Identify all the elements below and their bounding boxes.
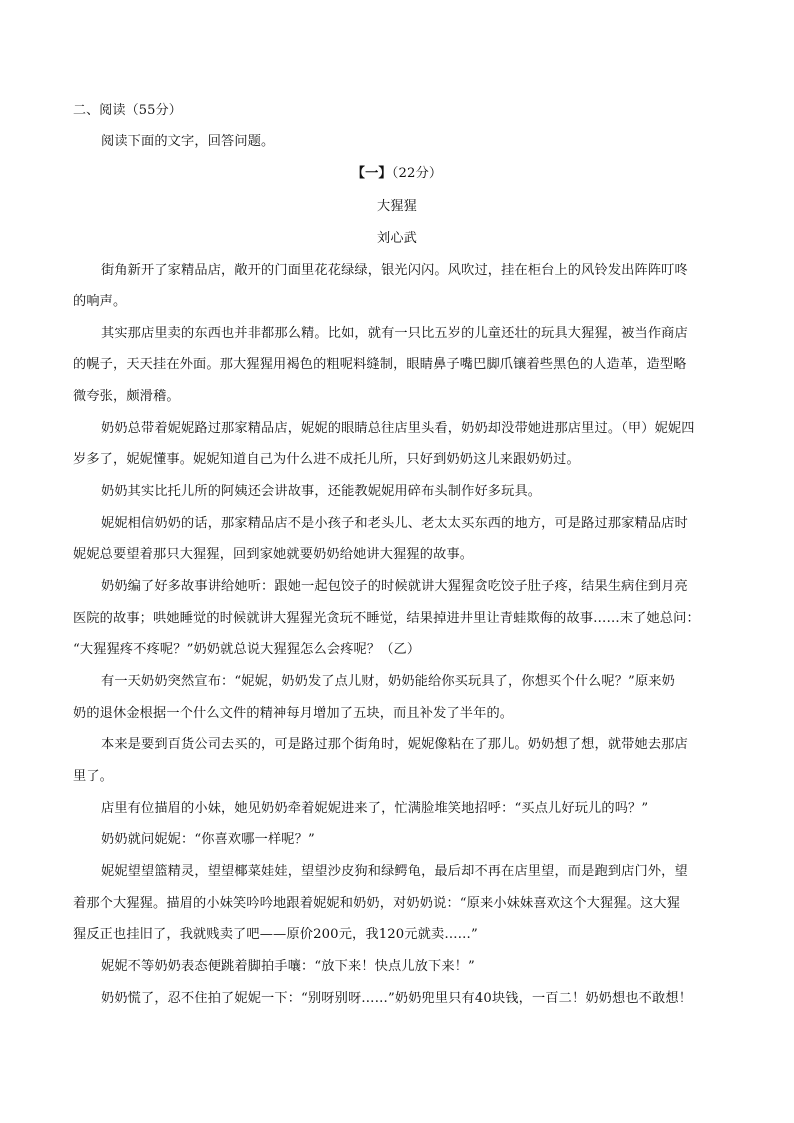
passage-line: 医院的故事；哄她睡觉的时候就讲大猩猩光贪玩不睡觉，结果掉进井里让青蛙欺侮的故事……末了她总问： bbox=[73, 611, 700, 626]
part-label: 【一】 bbox=[351, 166, 392, 181]
instruction-text: 阅读下面的文字，回答问题。 bbox=[101, 134, 275, 149]
passage-line: 里了。 bbox=[73, 769, 114, 784]
passage-line: 奶奶就问妮妮：“你喜欢哪一样呢？” bbox=[101, 832, 315, 847]
passage-line: 奶的退休金根据一个什么文件的精神每月增加了五块，而且补发了半年的。 bbox=[73, 706, 514, 721]
passage-line: 奶奶其实比托儿所的阿姨还会讲故事，还能教妮妮用碎布头制作好多玩具。 bbox=[101, 484, 542, 499]
part-score: （22分） bbox=[391, 166, 443, 181]
passage-line: 奶奶编了好多故事讲给她听：跟她一起包饺子的时候就讲大猩猩贪吃饺子肚子疼，结果生病住到月亮 bbox=[101, 579, 688, 594]
passage-line: 着那个大猩猩。描眉的小妹笑吟吟地跟着妮妮和奶奶，对奶奶说：“原来小妹妹喜欢这个大猩猩。这大猩 bbox=[73, 896, 681, 911]
passage-line: 微夸张，颇滑稽。 bbox=[73, 389, 180, 404]
passage-line: 妮妮相信奶奶的话，那家精品店不是小孩子和老头儿、老太太买东西的地方，可是路过那家精品店时 bbox=[101, 516, 688, 531]
passage-line: 街角新开了家精品店，敞开的门面里花花绿绿，银光闪闪。风吹过，挂在柜台上的风铃发出阵阵叮咚 bbox=[101, 263, 688, 278]
passage-line: “大猩猩疼不疼呢？”奶奶就总说大猩猩怎么会疼呢？（乙） bbox=[73, 642, 421, 657]
passage-part-heading bbox=[0, 165, 794, 183]
passage-line: 的响声。 bbox=[73, 294, 127, 309]
passage-title: 大猩猩 bbox=[376, 199, 417, 214]
passage-line: 岁多了，妮妮懂事。妮妮知道自己为什么进不成托儿所，只好到奶奶这儿来跟奶奶过。 bbox=[73, 452, 580, 467]
passage-line: 的幌子，天天挂在外面。那大猩猩用褐色的粗呢料缝制，眼睛鼻子嘴巴脚爪镶着些黑色的人造革，造型略 bbox=[73, 357, 687, 372]
passage-line: 猩反正也挂旧了，我就贱卖了吧——原价200元，我120元就卖……” bbox=[73, 927, 478, 942]
passage-line: 有一天奶奶突然宣布：“妮妮，奶奶发了点儿财，奶奶能给你买玩具了，你想买个什么呢？”原来奶 bbox=[101, 674, 675, 689]
passage-author: 刘心武 bbox=[376, 231, 417, 246]
passage-line: 妮妮望望篮精灵，望望椰菜娃娃，望望沙皮狗和绿鳄龟，最后却不再在店里望，而是跑到店门外，望 bbox=[101, 864, 688, 879]
passage-line: 其实那店里卖的东西也并非都那么精。比如，就有一只比五岁的儿童还壮的玩具大猩猩，被当作商店 bbox=[101, 326, 688, 341]
passage-line: 奶奶总带着妮妮路过那家精品店，妮妮的眼睛总往店里头看，奶奶却没带她进那店里过。（甲）妮妮四 bbox=[101, 421, 695, 436]
passage-line: 本来是要到百货公司去买的，可是路过那个街角时，妮妮像粘在了那儿。奶奶想了想，就带她去那店 bbox=[101, 737, 688, 752]
passage-line: 妮妮总要望着那只大猩猩，回到家她就要奶奶给她讲大猩猩的故事。 bbox=[73, 547, 474, 562]
section-title: 二、阅读（55分） bbox=[73, 103, 182, 118]
passage-line: 奶奶慌了，忍不住拍了妮妮一下：“别呀别呀……”奶奶兜里只有40块钱，一百二！奶奶想也不敢想！ bbox=[101, 991, 693, 1006]
passage-line: 妮妮不等奶奶表态便跳着脚拍手嚷：“放下来！快点儿放下来！” bbox=[101, 959, 475, 974]
passage-line: 店里有位描眉的小妹，她见奶奶牵着妮妮进来了，忙满脸堆笑地招呼：“买点儿好玩儿的吗？” bbox=[101, 801, 649, 816]
